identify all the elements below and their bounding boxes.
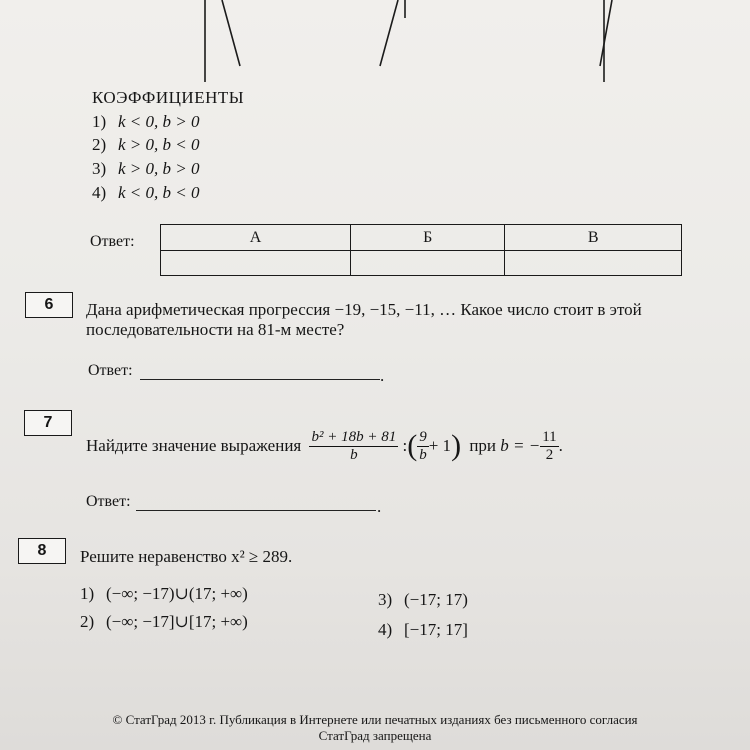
graph-fragments <box>0 0 750 90</box>
option-number: 4) <box>378 620 393 639</box>
question-7-prefix: Найдите значение выражения <box>86 436 302 456</box>
option-text: k < 0, b < 0 <box>118 183 200 202</box>
option-number: 1) <box>80 584 95 603</box>
footer-line1: © СтатГрад 2013 г. Публикация в Интернете или печатных изданиях без письменного согласия <box>112 712 638 727</box>
value-fraction <box>540 429 558 464</box>
question-8-number: 8 <box>18 538 66 564</box>
graph-line <box>380 0 398 66</box>
option-number: 3) <box>378 590 393 609</box>
question-7-number: 7 <box>24 410 72 436</box>
value-denominator: 2 <box>545 446 554 463</box>
question-6-answer-line[interactable] <box>140 379 380 380</box>
graph-line <box>600 0 612 66</box>
question-8-text: Решите неравенство x² ≥ 289. <box>80 547 293 566</box>
inequality-option-1[interactable] <box>80 584 248 604</box>
inequality-option-4[interactable] <box>378 620 468 640</box>
coefficient-option-4 <box>92 183 200 203</box>
option-number: 2) <box>80 612 95 631</box>
option-text: k > 0, b < 0 <box>118 135 200 154</box>
answer-header-b: Б <box>351 225 505 251</box>
question-7-at: при <box>469 436 497 456</box>
answer-cell-v[interactable] <box>505 251 682 276</box>
fraction-1-numerator: b² + 18b + 81 <box>311 428 397 445</box>
option-text: [−17; 17] <box>404 620 468 639</box>
open-paren: ( <box>407 429 418 463</box>
coefficient-option-3 <box>92 159 200 179</box>
plus-one: + 1 <box>428 436 452 456</box>
coefficient-option-1 <box>92 112 200 132</box>
option-number: 2) <box>92 135 107 154</box>
coefficient-option-2 <box>92 135 200 155</box>
fraction-2 <box>417 429 429 464</box>
answer-header-v: В <box>505 225 682 251</box>
division-colon: : <box>402 436 408 456</box>
option-number: 3) <box>92 159 107 178</box>
question-7-answer-dot: . <box>377 497 382 516</box>
coefficients-title: КОЭФФИЦИЕНТЫ <box>92 88 245 107</box>
inequality-option-2[interactable] <box>80 612 248 632</box>
fraction-2-numerator: 9 <box>419 428 427 445</box>
fraction-2-denominator: b <box>419 446 427 463</box>
answer-table-label: Ответ: <box>90 233 135 250</box>
answer-header-a: А <box>161 225 351 251</box>
option-text: (−∞; −17)∪(17; +∞) <box>106 584 248 603</box>
question-7-answer-line[interactable] <box>136 510 376 511</box>
option-text: k > 0, b > 0 <box>118 159 200 178</box>
footer-line2: СтатГрад запрещена <box>318 728 432 743</box>
fraction-1-denominator: b <box>350 446 358 463</box>
question-7-end-dot: . <box>558 436 563 456</box>
question-7-expression <box>86 420 563 470</box>
option-number: 1) <box>92 112 107 131</box>
inequality-option-3[interactable] <box>378 590 468 610</box>
option-text: k < 0, b > 0 <box>118 112 200 131</box>
fraction-1 <box>309 429 398 464</box>
question-6-answer-dot: . <box>380 366 385 385</box>
value-numerator: 11 <box>542 428 557 445</box>
graph-line <box>222 0 240 66</box>
question-7-answer-label: Ответ: <box>86 493 131 510</box>
option-number: 4) <box>92 183 107 202</box>
answer-table <box>160 224 682 276</box>
close-paren: ) <box>451 429 462 463</box>
question-6-line1: Дана арифметическая прогрессия −19, −15, −11, … Какое число стоит в этой <box>86 300 642 319</box>
answer-cell-b[interactable] <box>351 251 505 276</box>
option-text: (−∞; −17]∪[17; +∞) <box>106 612 248 631</box>
answer-cell-a[interactable] <box>161 251 351 276</box>
question-6-line2: последовательности на 81-м месте? <box>86 320 345 339</box>
question-6-answer-label: Ответ: <box>88 362 133 379</box>
question-7-b-equals: b = − <box>500 436 541 456</box>
option-text: (−17; 17) <box>404 590 468 609</box>
question-6-number: 6 <box>25 292 73 318</box>
